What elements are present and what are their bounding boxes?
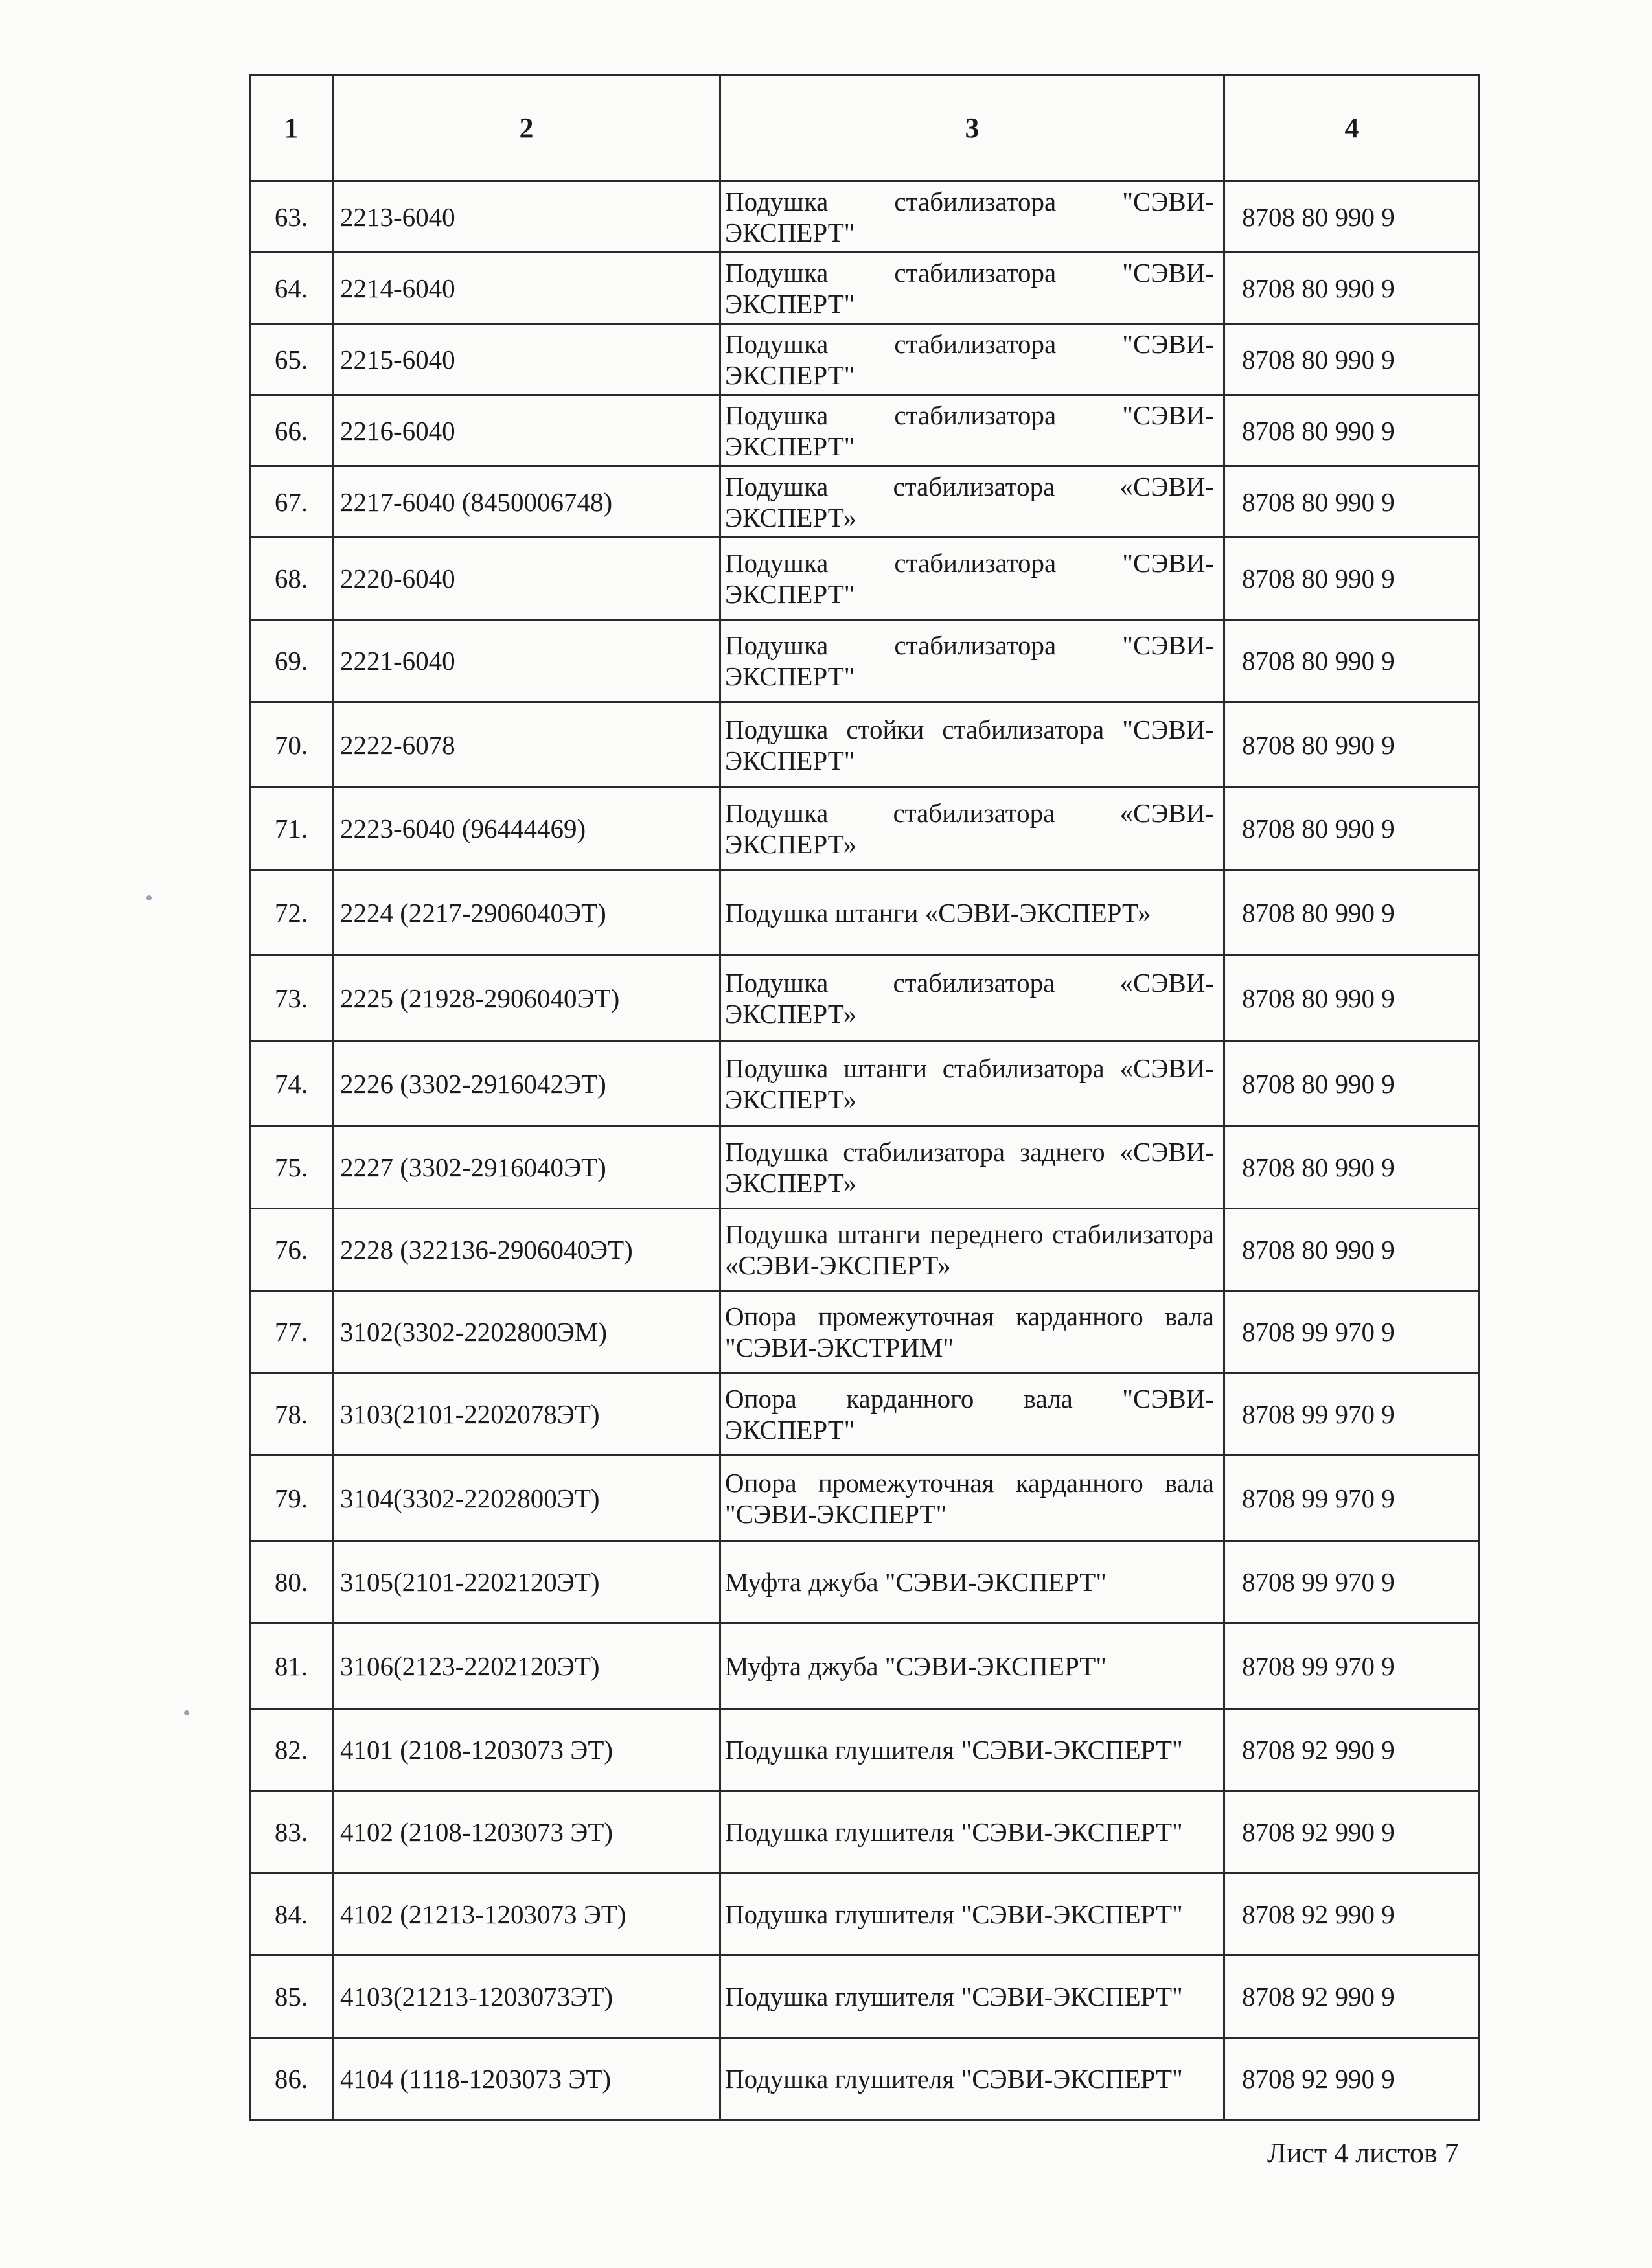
product-description-cell: Подушка штанги переднего стабилизатора «СЭВИ-ЭКСПЕРТ» <box>720 1209 1224 1291</box>
column-header-4: 4 <box>1224 76 1480 181</box>
product-description-cell: Подушка стабилизатора "СЭВИ-ЭКСПЕРТ" <box>720 253 1224 324</box>
column-header-1: 1 <box>250 76 333 181</box>
table-row <box>250 1956 1480 2038</box>
table-row <box>250 181 1480 253</box>
row-number-cell: 86. <box>250 2038 333 2120</box>
row-number-cell: 71. <box>250 788 333 870</box>
row-number-cell: 76. <box>250 1209 333 1291</box>
article-code-cell: 2221-6040 <box>333 620 720 702</box>
row-number-cell: 70. <box>250 702 333 788</box>
hs-code-cell: 8708 92 990 9 <box>1224 1791 1480 1873</box>
row-number-cell: 68. <box>250 538 333 620</box>
table-row <box>250 324 1480 395</box>
row-number-cell: 64. <box>250 253 333 324</box>
row-number-cell: 72. <box>250 870 333 956</box>
row-number-cell: 81. <box>250 1623 333 1709</box>
hs-code-cell: 8708 92 990 9 <box>1224 1709 1480 1791</box>
product-description-cell: Опора промежуточная карданного вала "СЭВИ-ЭКСТРИМ" <box>720 1291 1224 1373</box>
product-description-cell: Муфта джуба "СЭВИ-ЭКСПЕРТ" <box>720 1623 1224 1709</box>
row-number-cell: 78. <box>250 1373 333 1456</box>
product-description-cell: Подушка глушителя "СЭВИ-ЭКСПЕРТ" <box>720 1873 1224 1956</box>
table-body <box>250 181 1480 2120</box>
table-row <box>250 620 1480 702</box>
article-code-cell: 4102 (2108-1203073 ЭТ) <box>333 1791 720 1873</box>
article-code-cell: 2215-6040 <box>333 324 720 395</box>
table-row <box>250 1041 1480 1127</box>
table-row <box>250 1709 1480 1791</box>
product-description-cell: Опора промежуточная карданного вала "СЭВИ-ЭКСПЕРТ" <box>720 1456 1224 1541</box>
table-row <box>250 538 1480 620</box>
article-code-cell: 2222-6078 <box>333 702 720 788</box>
product-description-cell: Подушка глушителя "СЭВИ-ЭКСПЕРТ" <box>720 1709 1224 1791</box>
product-description-cell: Подушка стабилизатора "СЭВИ-ЭКСПЕРТ" <box>720 395 1224 466</box>
article-code-cell: 2228 (322136-2906040ЭТ) <box>333 1209 720 1291</box>
hs-code-cell: 8708 80 990 9 <box>1224 702 1480 788</box>
table-row <box>250 956 1480 1041</box>
article-code-cell: 2224 (2217-2906040ЭТ) <box>333 870 720 956</box>
sheet-number: Лист 4 листов 7 <box>1267 2137 1459 2169</box>
article-code-cell: 3105(2101-2202120ЭТ) <box>333 1541 720 1623</box>
hs-code-cell: 8708 80 990 9 <box>1224 1127 1480 1209</box>
product-description-cell: Подушка стабилизатора «СЭВИ-ЭКСПЕРТ» <box>720 956 1224 1041</box>
article-code-cell: 4101 (2108-1203073 ЭТ) <box>333 1709 720 1791</box>
row-number-cell: 83. <box>250 1791 333 1873</box>
article-code-cell: 3106(2123-2202120ЭТ) <box>333 1623 720 1709</box>
product-description-cell: Муфта джуба "СЭВИ-ЭКСПЕРТ" <box>720 1541 1224 1623</box>
hs-code-cell: 8708 80 990 9 <box>1224 466 1480 538</box>
table-row <box>250 1456 1480 1541</box>
scan-speck <box>184 1710 189 1715</box>
article-code-cell: 2227 (3302-2916040ЭТ) <box>333 1127 720 1209</box>
table-header-row <box>250 76 1480 181</box>
article-code-cell: 3103(2101-2202078ЭТ) <box>333 1373 720 1456</box>
column-header-2: 2 <box>333 76 720 181</box>
row-number-cell: 85. <box>250 1956 333 2038</box>
product-description-cell: Подушка стойки стабилизатора "СЭВИ-ЭКСПЕРТ" <box>720 702 1224 788</box>
row-number-cell: 65. <box>250 324 333 395</box>
hs-code-cell: 8708 92 990 9 <box>1224 2038 1480 2120</box>
article-code-cell: 2226 (3302-2916042ЭТ) <box>333 1041 720 1127</box>
product-description-cell: Подушка глушителя "СЭВИ-ЭКСПЕРТ" <box>720 1956 1224 2038</box>
table-row <box>250 2038 1480 2120</box>
row-number-cell: 79. <box>250 1456 333 1541</box>
hs-code-cell: 8708 99 970 9 <box>1224 1541 1480 1623</box>
hs-code-cell: 8708 99 970 9 <box>1224 1623 1480 1709</box>
table-row <box>250 1623 1480 1709</box>
table-row <box>250 395 1480 466</box>
article-code-cell: 3102(3302-2202800ЭМ) <box>333 1291 720 1373</box>
hs-code-cell: 8708 99 970 9 <box>1224 1373 1480 1456</box>
article-code-cell: 2220-6040 <box>333 538 720 620</box>
table-row <box>250 253 1480 324</box>
article-code-cell: 2213-6040 <box>333 181 720 253</box>
table-row <box>250 1291 1480 1373</box>
article-code-cell: 4104 (1118-1203073 ЭТ) <box>333 2038 720 2120</box>
hs-code-cell: 8708 80 990 9 <box>1224 1041 1480 1127</box>
product-description-cell: Опора карданного вала "СЭВИ-ЭКСПЕРТ" <box>720 1373 1224 1456</box>
table-row <box>250 1373 1480 1456</box>
product-description-cell: Подушка стабилизатора «СЭВИ-ЭКСПЕРТ» <box>720 466 1224 538</box>
article-code-cell: 2225 (21928-2906040ЭТ) <box>333 956 720 1041</box>
table-row <box>250 1127 1480 1209</box>
article-code-cell: 2223-6040 (96444469) <box>333 788 720 870</box>
article-code-cell: 4102 (21213-1203073 ЭТ) <box>333 1873 720 1956</box>
article-code-cell: 2217-6040 (8450006748) <box>333 466 720 538</box>
row-number-cell: 84. <box>250 1873 333 1956</box>
hs-code-cell: 8708 80 990 9 <box>1224 788 1480 870</box>
hs-code-cell: 8708 80 990 9 <box>1224 324 1480 395</box>
hs-code-cell: 8708 80 990 9 <box>1224 870 1480 956</box>
row-number-cell: 66. <box>250 395 333 466</box>
hs-code-cell: 8708 99 970 9 <box>1224 1456 1480 1541</box>
column-header-3: 3 <box>720 76 1224 181</box>
table-row <box>250 466 1480 538</box>
hs-code-cell: 8708 80 990 9 <box>1224 181 1480 253</box>
row-number-cell: 69. <box>250 620 333 702</box>
product-description-cell: Подушка штанги «СЭВИ-ЭКСПЕРТ» <box>720 870 1224 956</box>
article-code-cell: 3104(3302-2202800ЭТ) <box>333 1456 720 1541</box>
product-description-cell: Подушка глушителя "СЭВИ-ЭКСПЕРТ" <box>720 2038 1224 2120</box>
hs-code-cell: 8708 80 990 9 <box>1224 956 1480 1041</box>
product-table <box>249 74 1480 2121</box>
hs-code-cell: 8708 80 990 9 <box>1224 538 1480 620</box>
article-code-cell: 2216-6040 <box>333 395 720 466</box>
product-description-cell: Подушка штанги стабилизатора «СЭВИ-ЭКСПЕРТ» <box>720 1041 1224 1127</box>
product-description-cell: Подушка стабилизатора "СЭВИ-ЭКСПЕРТ" <box>720 620 1224 702</box>
row-number-cell: 80. <box>250 1541 333 1623</box>
hs-code-cell: 8708 80 990 9 <box>1224 253 1480 324</box>
article-code-cell: 4103(21213-1203073ЭТ) <box>333 1956 720 2038</box>
product-description-cell: Подушка стабилизатора "СЭВИ-ЭКСПЕРТ" <box>720 324 1224 395</box>
table-row <box>250 788 1480 870</box>
table-row <box>250 1791 1480 1873</box>
row-number-cell: 63. <box>250 181 333 253</box>
table-row <box>250 1541 1480 1623</box>
table-row <box>250 702 1480 788</box>
row-number-cell: 73. <box>250 956 333 1041</box>
article-code-cell: 2214-6040 <box>333 253 720 324</box>
product-description-cell: Подушка глушителя "СЭВИ-ЭКСПЕРТ" <box>720 1791 1224 1873</box>
table-row <box>250 1209 1480 1291</box>
table-row <box>250 870 1480 956</box>
row-number-cell: 75. <box>250 1127 333 1209</box>
scan-speck <box>146 895 152 900</box>
product-description-cell: Подушка стабилизатора "СЭВИ-ЭКСПЕРТ" <box>720 538 1224 620</box>
row-number-cell: 82. <box>250 1709 333 1791</box>
hs-code-cell: 8708 80 990 9 <box>1224 620 1480 702</box>
hs-code-cell: 8708 99 970 9 <box>1224 1291 1480 1373</box>
hs-code-cell: 8708 80 990 9 <box>1224 1209 1480 1291</box>
product-description-cell: Подушка стабилизатора «СЭВИ-ЭКСПЕРТ» <box>720 788 1224 870</box>
row-number-cell: 74. <box>250 1041 333 1127</box>
product-description-cell: Подушка стабилизатора "СЭВИ-ЭКСПЕРТ" <box>720 181 1224 253</box>
row-number-cell: 67. <box>250 466 333 538</box>
table-row <box>250 1873 1480 1956</box>
row-number-cell: 77. <box>250 1291 333 1373</box>
hs-code-cell: 8708 80 990 9 <box>1224 395 1480 466</box>
product-description-cell: Подушка стабилизатора заднего «СЭВИ-ЭКСПЕРТ» <box>720 1127 1224 1209</box>
hs-code-cell: 8708 92 990 9 <box>1224 1956 1480 2038</box>
hs-code-cell: 8708 92 990 9 <box>1224 1873 1480 1956</box>
